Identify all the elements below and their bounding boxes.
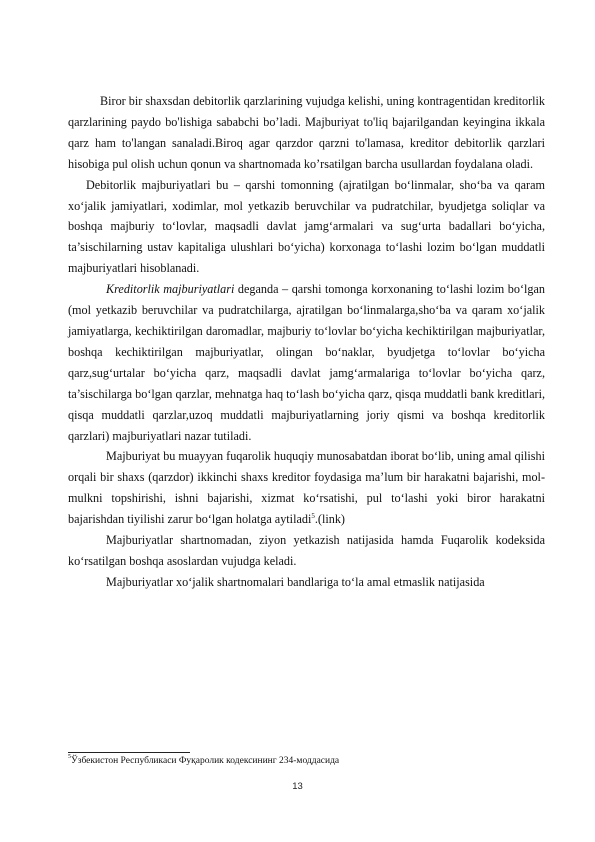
footnote-reference: 5	[311, 512, 315, 521]
paragraph-creditor-obligations	[68, 279, 545, 446]
footnote-text: Ўзбекистон Республикаси Фуқаролик кодексининг 234-моддасида	[71, 756, 340, 766]
paragraph-receivables-origin: Biror bir shaxsdan debitorlik qarzlarining vujudga kelishi, uning kontragentidan kreditorlik qarzlarining paydo bo'lishiga sababchi bo’ladi. Majburiyat to'liq bajarilgandan keyingina ikkala qarz ham to'langan sanaladi.Biroq agar qarzdor qarzni to'lamasa, kreditor debitorlik qarzlari hisobiga pul olish uchun qonun va shartnomada ko’rsatilgan barcha usullardan foydalana oladi.	[68, 94, 545, 171]
footnote-marker: 5	[68, 753, 71, 760]
paragraph-debitor-obligations: Debitorlik majburiyatlari bu – qarshi tomonning (ajratilgan bo‘linmalar, sho‘ba va qaram xo‘jalik jamiyatlari, xodimlar, mol yetkazib beruvchilar va pudratchilar, byudjetga soliqlar va boshqa majburiy to‘lovlar, maqsadli davlat jamg‘armalari va sug‘urta badallari bo‘yicha, ta’sischilarning ustav kapitaliga ulushlari bo‘yicha) korxonaga to‘lashi lozim bo‘lgan muddatli majburiyatlari hisoblanadi.	[68, 177, 545, 276]
paragraph-contract-breach: Majburiyatlar xo‘jalik shartnomalari bandlariga to‘la amal etmaslik natijasida	[106, 574, 485, 589]
page-body	[68, 91, 545, 593]
obligation-definition-text: Majburiyat bu muayyan fuqarolik huquqiy munosabatdan iborat bo‘lib, uning amal qilishi orqali bir shaxs (qarzdor) ikkinchi shaxs kreditor foydasiga ma’lum bir harakatni bajarishi, mol-mulkni topshirishi, ishni bajarishi, xizmat ko‘rsatishi, pul to‘lashi yoki biror harakatni bajarishdan tiyilishi zarur bo‘lgan holatga aytiladi	[68, 449, 546, 527]
paragraph-obligation-sources: Majburiyatlar shartnomadan, ziyon yetkazish natijasida hamda Fuqarolik kodeksida ko‘rsatilgan boshqa asoslardan vujudga keladi.	[68, 533, 545, 568]
term-creditor-obligations: Kreditorlik majburiyatlari	[106, 282, 235, 297]
link-marker: .(link)	[314, 512, 345, 527]
footnote	[68, 755, 545, 767]
page-number: 13	[292, 781, 303, 792]
paragraph-obligation-definition	[68, 446, 545, 530]
creditor-obligations-text: deganda – qarshi tomonga korxonaning to‘lashi lozim bo‘lgan (mol yetkazib beruvchilar va pudratchilarga, ajratilgan bo‘linmalarga,sho‘ba va qaram xo‘jalik jamiyatlarga, kechiktirilgan daromadlar, majburiy to‘lovlar bo‘yicha kechiktirilgan majburiyatlar, boshqa kechiktirilgan majburiyatlar, olingan bo‘naklar, byudjetga to‘lovlar bo‘yicha qarz,sug‘urtalar bo‘yicha qarz, maqsadli davlat jamg‘armalariga to‘lovlar bo‘yicha qarz, ta’sischilarga bo‘lgan qarzlar, mehnatga haq to‘lash bo‘yicha qarz, qisqa muddatli bank kreditlari, qisqa muddatli qarzlar,uzoq muddatli majburiyatlarning joriy qismi va boshqa kreditorlik qarzlari) majburiyatlari nazar tutiladi.	[68, 282, 545, 443]
footnote-divider	[68, 752, 190, 753]
